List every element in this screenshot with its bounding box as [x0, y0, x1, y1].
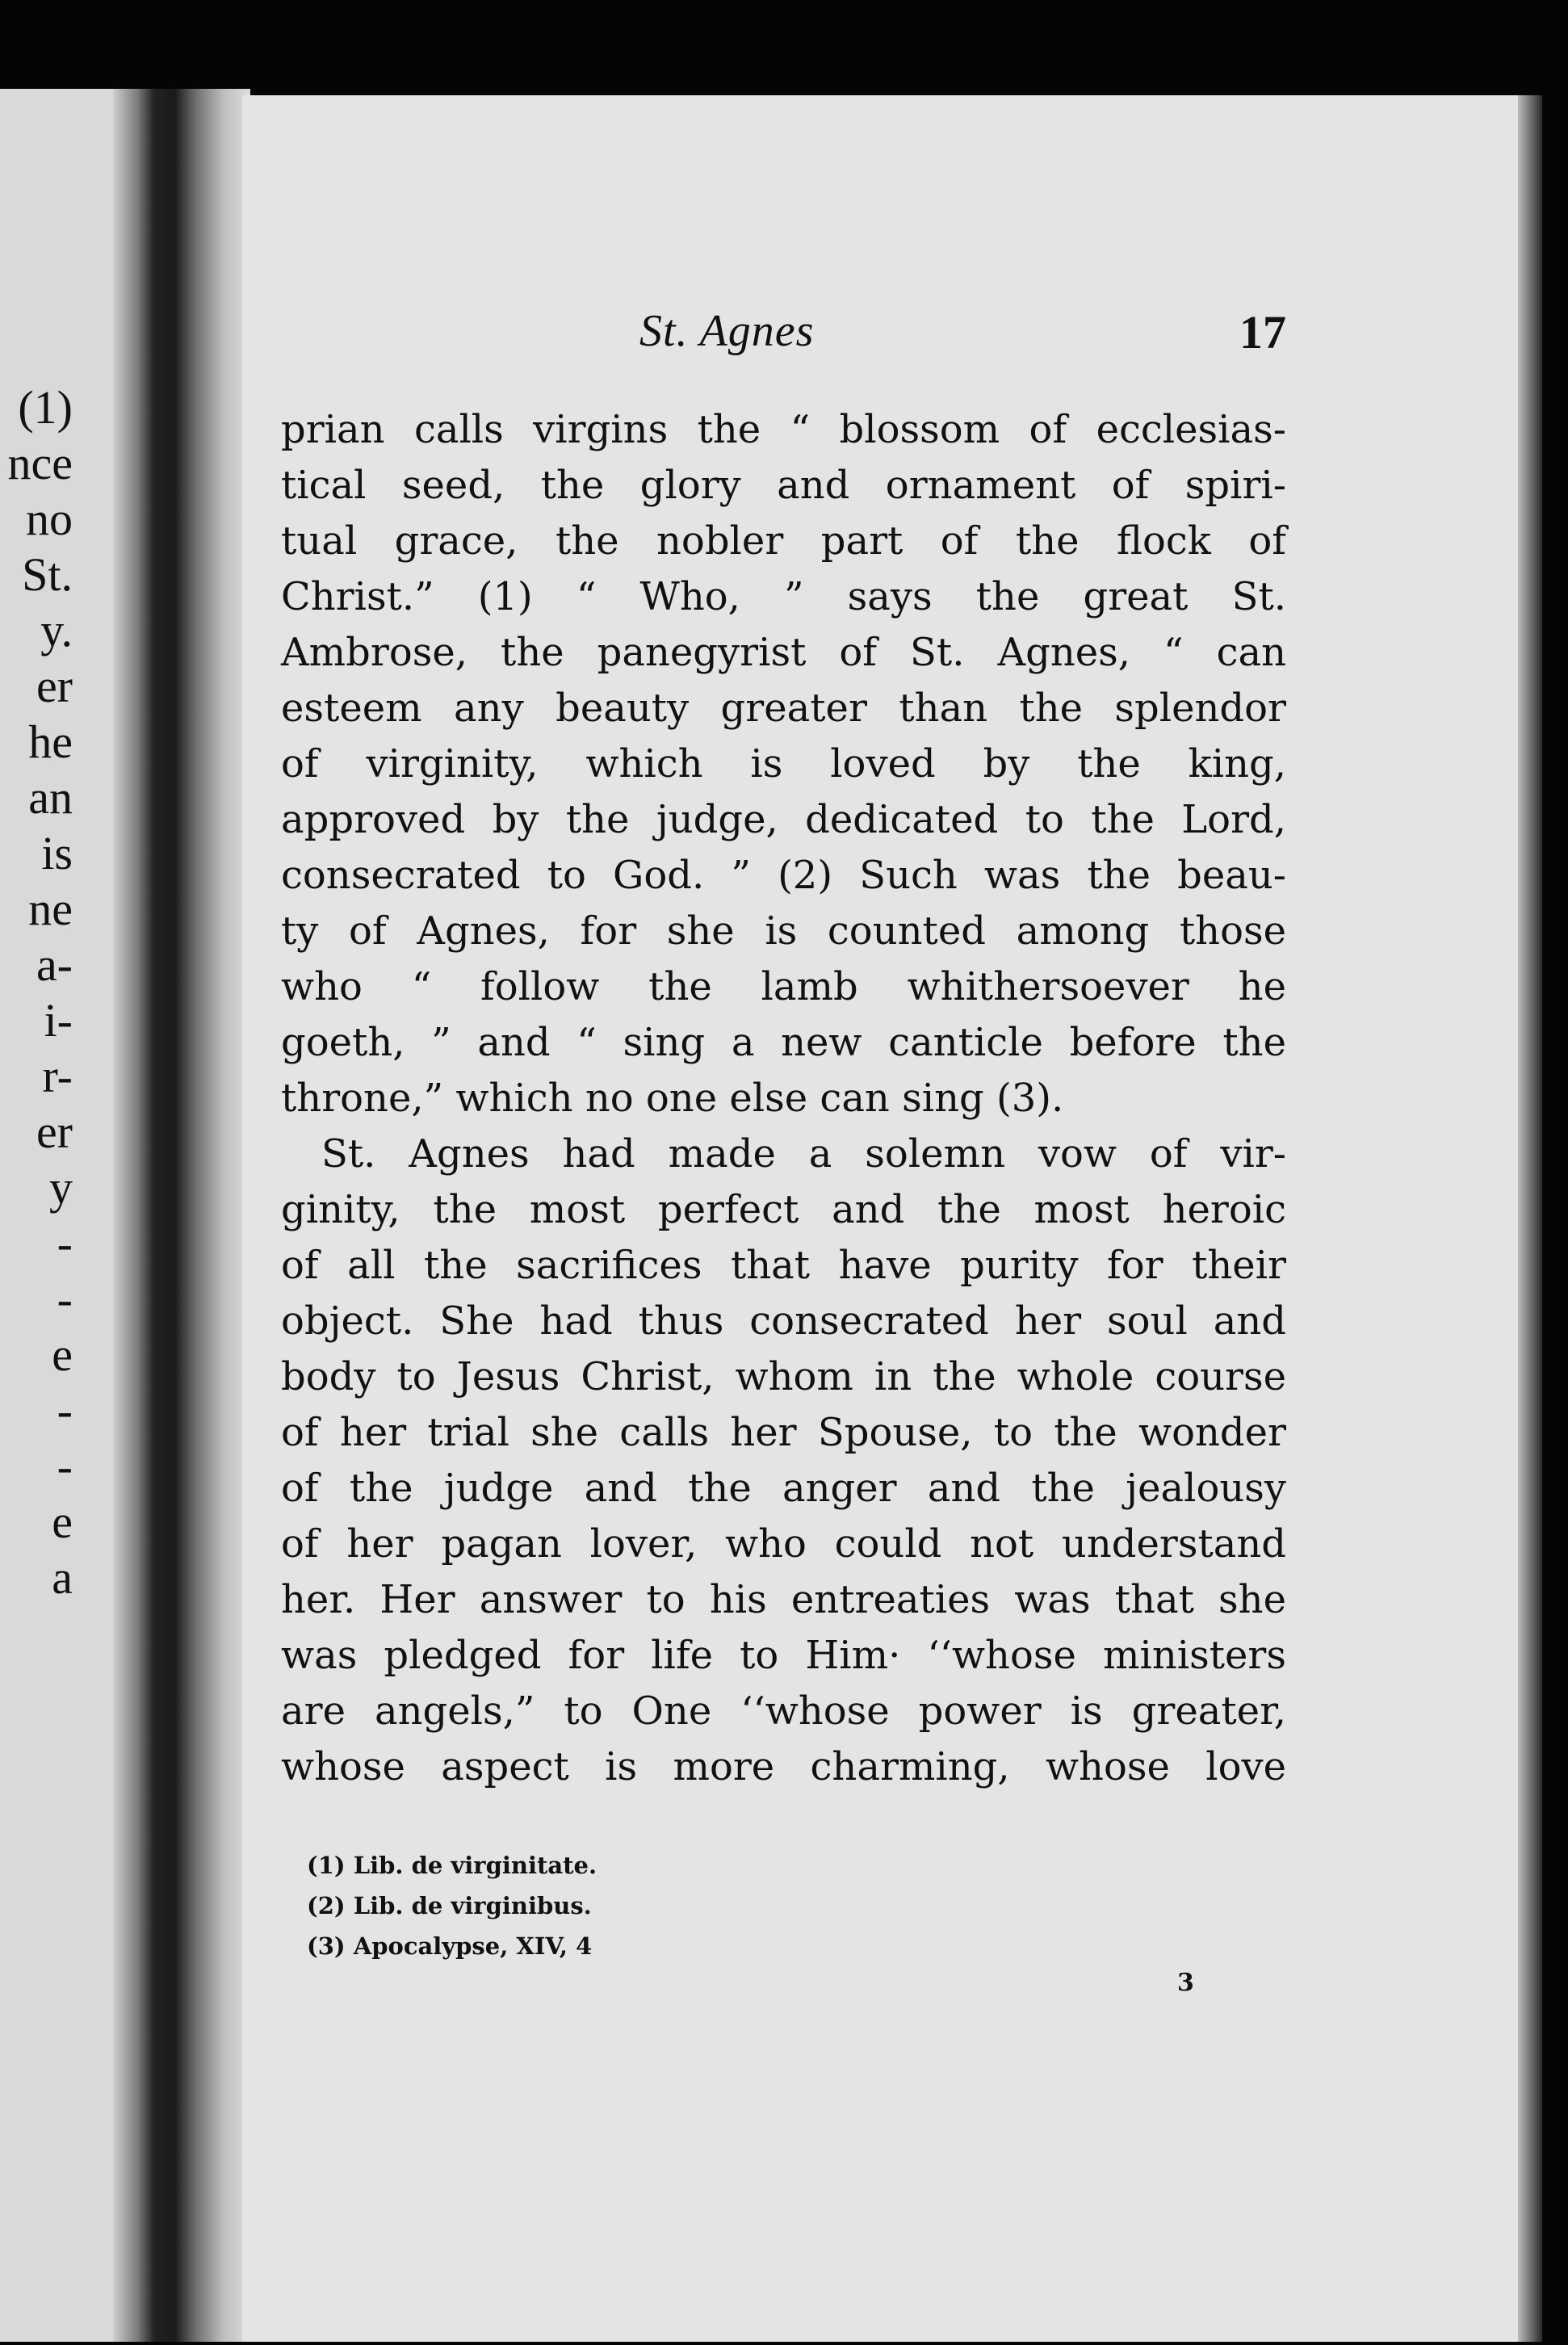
previous-page-fragment: i-: [44, 994, 73, 1047]
text-line: prian calls virgins the “ blossom of ecclesias-: [281, 407, 1286, 452]
paragraph: [281, 402, 1286, 1126]
body-text: [281, 402, 1286, 1795]
text-line: St. Agnes had made a solemn vow of vir-: [321, 1131, 1286, 1177]
text-line: goeth, ” and “ sing a new canticle before the: [281, 1020, 1286, 1065]
running-title: St. Agnes: [639, 306, 815, 356]
previous-page-fragment: e: [52, 1496, 73, 1548]
text-line: whose aspect is more charming, whose love: [281, 1744, 1286, 1789]
text-line: esteem any beauty greater than the splendor: [281, 686, 1286, 731]
previous-page-fragment: a: [52, 1551, 73, 1604]
text-line: approved by the judge, dedicated to the Lord,: [281, 797, 1286, 842]
text-line: tual grace, the nobler part of the flock of: [281, 518, 1286, 564]
previous-page-fragment: ne: [28, 883, 73, 935]
text-line: of virginity, which is loved by the king,: [281, 741, 1286, 787]
signature-mark: 3: [1177, 1969, 1194, 1997]
previous-page-fragment: -: [57, 1273, 73, 1325]
text-line: ty of Agnes, for she is counted among those: [281, 908, 1286, 954]
text-line: of her pagan lover, who could not understand: [281, 1521, 1286, 1567]
previous-page-fragment: y: [49, 1161, 73, 1214]
previous-page-fragment: r-: [42, 1050, 73, 1102]
previous-page-fragment: nce: [7, 437, 73, 489]
text-line: tical seed, the glory and ornament of spiri-: [281, 463, 1286, 508]
text-line: her. Her answer to his entreaties was that she: [281, 1577, 1286, 1622]
page-header: [281, 305, 1286, 362]
text-line: who “ follow the lamb whithersoever he: [281, 964, 1286, 1009]
previous-page-fragment: -: [57, 1384, 73, 1437]
footnote-1: (1) Lib. de virginitate.: [307, 1852, 597, 1879]
previous-page-fragment: e: [52, 1328, 73, 1381]
previous-page-margin-text: [0, 380, 73, 1605]
text-line: Ambrose, the panegyrist of St. Agnes, “ can: [281, 630, 1286, 675]
book-gutter-shadow: [113, 89, 250, 2342]
previous-page-fragment: is: [41, 827, 73, 879]
paragraph: [281, 1126, 1286, 1795]
previous-page-fragment: St.: [22, 548, 73, 601]
text-line: consecrated to God. ” (2) Such was the beau-: [281, 853, 1286, 898]
text-line: are angels,” to One ‘‘whose power is greater,: [281, 1688, 1286, 1734]
previous-page-fragment: no: [26, 493, 73, 545]
previous-page-fragment: er: [36, 1105, 73, 1158]
page-right-edge: [1518, 95, 1542, 2342]
text-line: throne,” which no one else can sing (3).: [281, 1076, 1064, 1121]
text-line: Christ.” (1) “ Who, ” says the great St.: [281, 574, 1286, 619]
previous-page-fragment: an: [28, 771, 73, 824]
previous-page-fragment: -: [57, 1217, 73, 1269]
previous-page-fragment: (1): [18, 381, 73, 434]
previous-page-fragment: er: [36, 660, 73, 712]
previous-page-fragment: a-: [36, 938, 73, 991]
previous-page-fragment: he: [28, 715, 73, 768]
footnote-3: (3) Apocalypse, XIV, 4: [307, 1932, 593, 1960]
text-line: object. She had thus consecrated her soul and: [281, 1298, 1286, 1344]
text-line: of her trial she calls her Spouse, to the wonder: [281, 1410, 1286, 1455]
text-line: was pledged for life to Him· ‘‘whose ministers: [281, 1633, 1286, 1678]
previous-page-fragment: -: [57, 1440, 73, 1492]
footnotes: [307, 1845, 597, 1966]
previous-page-fragment: y.: [40, 604, 73, 657]
text-line: ginity, the most perfect and the most heroic: [281, 1187, 1286, 1232]
text-line: body to Jesus Christ, whom in the whole course: [281, 1354, 1286, 1399]
text-line: of the judge and the anger and the jealousy: [281, 1466, 1286, 1511]
page-number: 17: [1239, 306, 1286, 359]
text-line: of all the sacrifices that have purity for their: [281, 1243, 1286, 1288]
footnote-2: (2) Lib. de virginibus.: [307, 1892, 592, 1919]
